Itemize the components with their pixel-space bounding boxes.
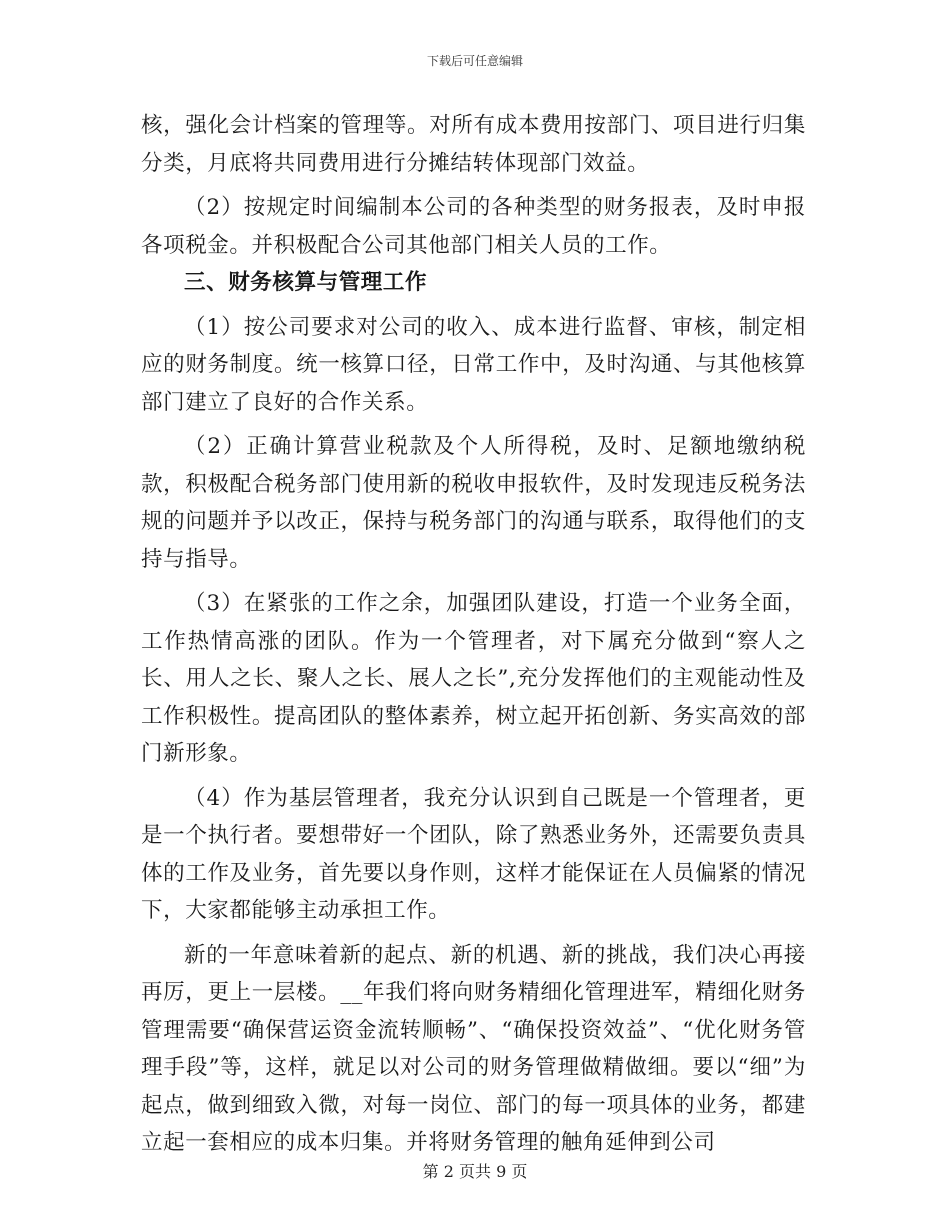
section-heading: 三、财务核算与管理工作 — [184, 270, 428, 295]
page-header: 下载后可任意编辑 — [426, 54, 523, 68]
paragraph-6: （4）作为基层管理者，我充分认识到自己既是一个管理者，更是一个执行者。要想带好一个团队，除了熟悉业务外，还需要负责具体的工作及业务，首先要以身作则，这样才能保证在人员偏紧的情况下，大家都能够主动承担工作。 — [141, 785, 806, 923]
paragraph-1: 核，强化会计档案的管理等。对所有成本费用按部门、项目进行归集分类，月底将共同费用进行分摊结转体现部门效益。 — [141, 113, 806, 176]
paragraph-5: （3）在紧张的工作之余，加强团队建设，打造一个业务全面，工作热情高涨的团队。作为一个管理者，对下属充分做到“察人之长、用人之长、聚人之长、展人之长”,充分发挥他们的主观能动性及工作积极性。提高团队的整体素养，树立起开拓创新、务实高效的部门新形象。 — [141, 591, 806, 766]
paragraph-4: （2）正确计算营业税款及个人所得税，及时、足额地缴纳税款，积极配合税务部门使用新的税收申报软件，及时发现违反税务法规的问题并予以改正，保持与税务部门的沟通与联系，取得他们的支持与指导。 — [141, 434, 806, 572]
paragraph-7: 新的一年意味着新的起点、新的机遇、新的挑战，我们决心再接再厉，更上一层楼。__年我们将向财务精细化管理进军，精细化财务管理需要“确保营运资金流转顺畅”、“确保投资效益”、“优化财务管理手段”等，这样，就足以对公司的财务管理做精做细。要以“细”为起点，做到细致入微，对每一岗位、部门的每一项具体的业务，都建立起一套相应的成本归集。并将财务管理的触角延伸到公司 — [141, 942, 806, 1155]
document-body — [141, 107, 806, 1162]
page-number: 第 2 页共 9 页 — [422, 1162, 528, 1181]
paragraph-2: （2）按规定时间编制本公司的各种类型的财务报表，及时申报各项税金。并积极配合公司其他部门相关人员的工作。 — [141, 195, 806, 258]
paragraph-3: （1）按公司要求对公司的收入、成本进行监督、审核，制定相应的财务制度。统一核算口径，日常工作中，及时沟通、与其他核算部门建立了良好的合作关系。 — [141, 314, 806, 415]
